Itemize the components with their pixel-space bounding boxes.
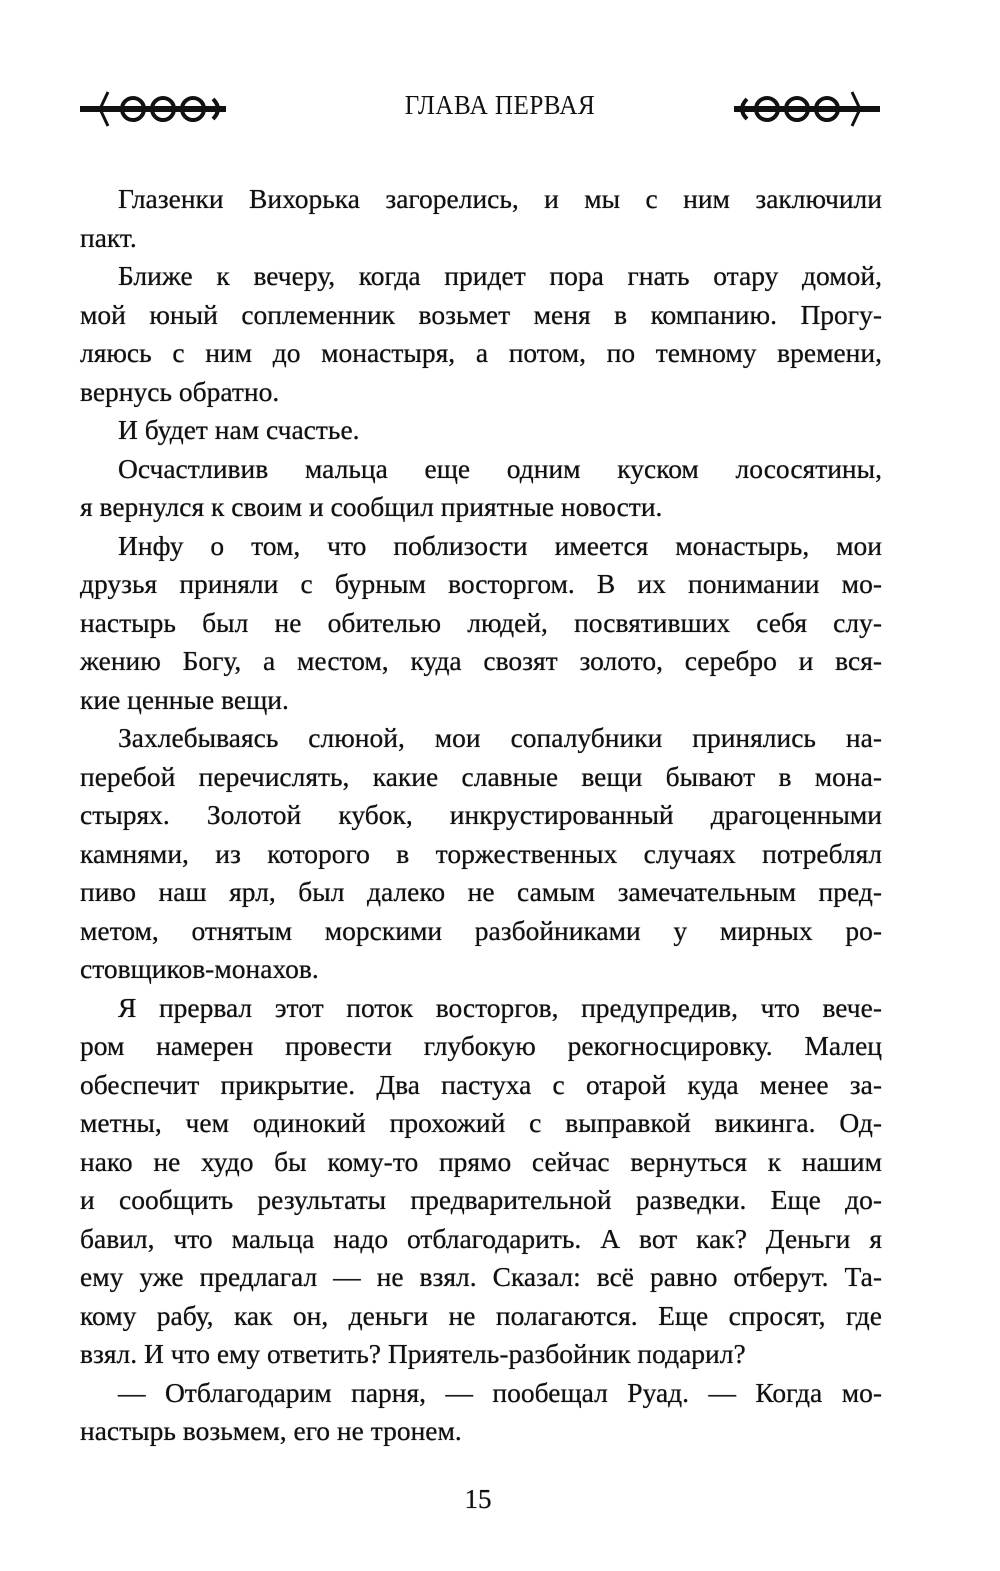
text-line: настырь возьмем, его не тронем. [80, 1415, 462, 1446]
text-line: перебой перечислять, какие славные вещи бывают в мона- [80, 760, 882, 792]
text-line: кие ценные вещи. [80, 683, 289, 715]
text-line: — Отблагодарим парня, — пообещал Руад. — Когда мо- [118, 1376, 882, 1408]
text-line: и сообщить результаты предварительной разведки. Еще до- [80, 1184, 882, 1215]
text-line: взял. И что ему ответить? Приятель-разбойник подарил? [80, 1338, 746, 1369]
text-line: обеспечит прикрытие. Два пастуха с отарой куда менее за- [80, 1068, 882, 1100]
text-line: настырь был не обителью людей, посвятивших себя слу- [80, 606, 882, 638]
ornament-right-icon [732, 84, 882, 134]
text-line: Я прервал этот поток восторгов, предупредив, что вече- [118, 991, 882, 1023]
text-line: нако не худо бы кому-то прямо сейчас вернуться к нашим [80, 1145, 882, 1177]
text-line: мой юный соплеменник возьмет меня в компанию. Прогу- [80, 298, 882, 330]
text-line: вернусь обратно. [80, 375, 280, 407]
text-line: жению Богу, а местом, куда свозят золото, серебро и вся- [80, 645, 882, 676]
text-line: камнями, из которого в торжественных случаях потреблял [80, 837, 882, 869]
chapter-title: ГЛАВА ПЕРВАЯ [404, 90, 596, 120]
body-text [80, 180, 882, 1451]
text-line: стырях. Золотой кубок, инкрустированный драгоценными [80, 799, 882, 830]
text-line: я вернулся к своим и сообщил приятные новости. [80, 491, 663, 522]
text-line: кому рабу, как он, деньги не полагаются. Еще спросят, где [80, 1299, 882, 1331]
text-line: ляюсь с ним до монастыря, а потом, по темному времени, [80, 337, 882, 368]
text-line: стовщиков-монахов. [80, 953, 319, 984]
text-line: И будет нам счастье. [118, 414, 360, 445]
text-line: пиво наш ярл, был далеко не самым замечательным пред- [80, 876, 882, 907]
running-header [0, 84, 1000, 134]
text-line: ему уже предлагал — не взял. Сказал: всё равно отберут. Та- [80, 1261, 882, 1292]
text-line: пакт. [80, 221, 137, 253]
page-number: 15 [464, 1484, 492, 1514]
text-line: метом, отнятым морскими разбойниками у мирных ро- [80, 914, 882, 946]
text-line: бавил, что мальца надо отблагодарить. А вот как? Деньги я [80, 1222, 882, 1254]
text-line: друзья приняли с бурным восторгом. В их понимании мо- [80, 568, 882, 599]
text-line: ром намерен провести глубокую рекогносцировку. Малец [80, 1030, 882, 1061]
text-line: Ближе к вечеру, когда придет пора гнать отару домой, [118, 260, 882, 291]
text-line: Инфу о том, что поблизости имеется монастырь, мои [118, 529, 882, 561]
text-line: Глазенки Вихорька загорелись, и мы с ним заключили [118, 183, 882, 214]
text-line: метны, чем одинокий прохожий с выправкой викинга. Од- [80, 1107, 882, 1138]
text-line: Осчастливив мальца еще одним куском лососятины, [118, 452, 882, 484]
text-line: Захлебываясь слюной, мои сопалубники принялись на- [118, 722, 882, 753]
